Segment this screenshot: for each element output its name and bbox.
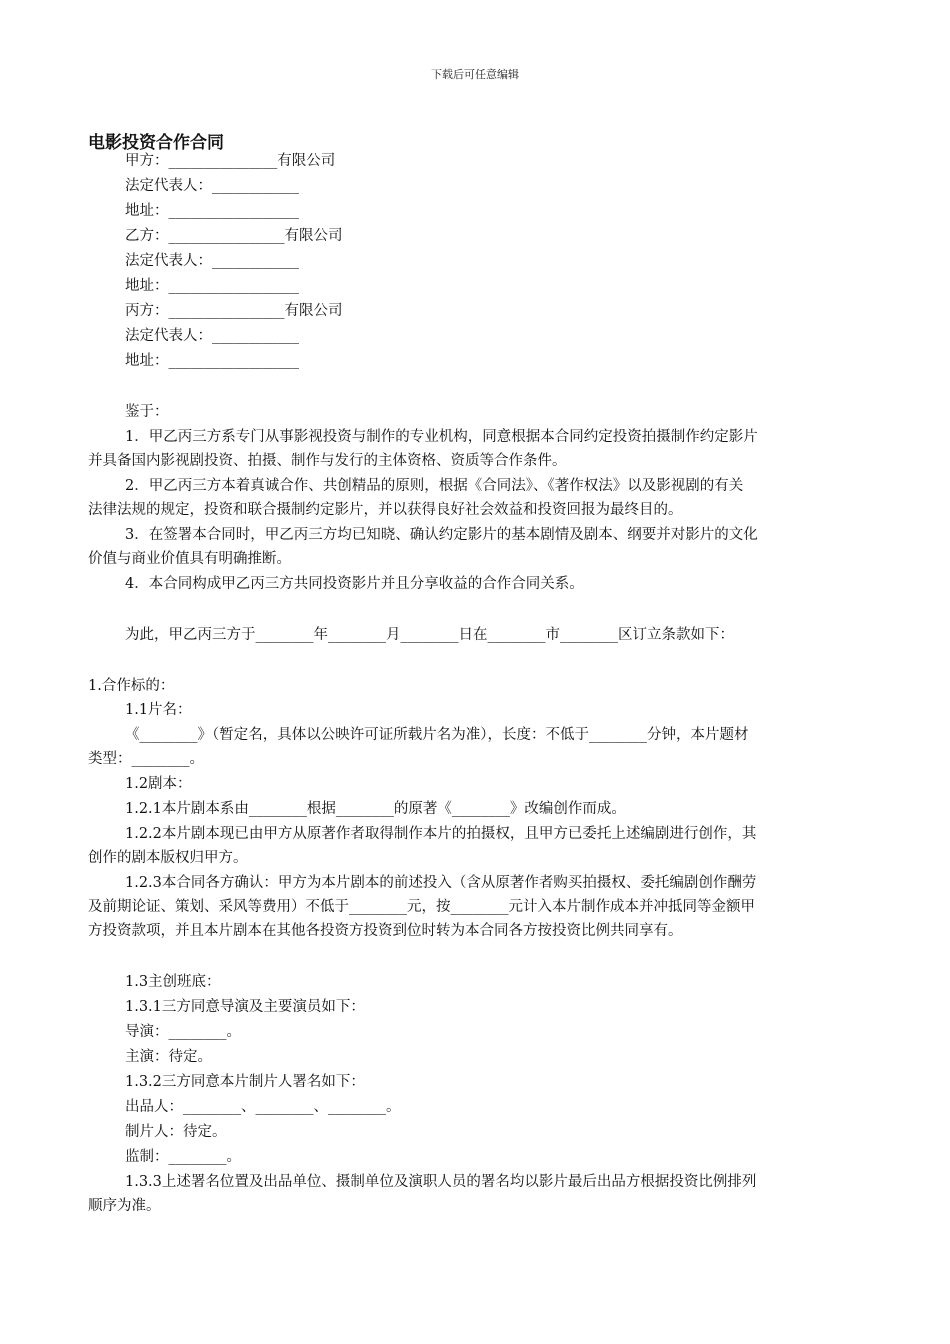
party-a-name: 甲方：_______________有限公司 xyxy=(125,153,336,169)
director-line: 导演：________。 xyxy=(125,1024,241,1040)
party-a-address: 地址：__________________ xyxy=(125,203,299,219)
clause-1-3-2: 1.3.2三方同意本片制片人署名如下： xyxy=(125,1074,365,1090)
recital-3-line-1: 3．在签署本合同时，甲乙丙三方均已知晓、确认约定影片的基本剧情及剧本、纲要并对影片的文化 xyxy=(125,527,758,543)
recitals-heading: 鉴于： xyxy=(125,404,169,420)
party-c-name: 丙方：________________有限公司 xyxy=(125,303,343,319)
clause-1-3-heading: 1.3主创班底： xyxy=(125,974,221,990)
clause-1-1-line-2: 类型：________。 xyxy=(88,751,204,767)
clause-1-1-heading: 1.1片名： xyxy=(125,702,192,718)
recital-2-line-2: 法律法规的规定，投资和联合摄制约定影片，并以获得良好社会效益和投资回报为最终目的。 xyxy=(88,502,683,518)
clause-1-2-3-line-2: 及前期论证、策划、采风等费用）不低于________元，按________元计入本片制作成本并冲抵同等金额甲 xyxy=(88,899,755,915)
party-b-name: 乙方：________________有限公司 xyxy=(125,228,343,244)
signing-line: 为此，甲乙丙三方于________年________月________日在________市________区订立条款如下： xyxy=(125,627,734,643)
recital-4: 4．本合同构成甲乙丙三方共同投资影片并且分享收益的合作合同关系。 xyxy=(125,576,584,592)
recital-1-line-1: 1．甲乙丙三方系专门从事影视投资与制作的专业机构，同意根据本合同约定投资拍摄制作约定影片 xyxy=(125,429,758,445)
party-b-representative: 法定代表人：____________ xyxy=(125,253,299,269)
producer-line: 制片人：待定。 xyxy=(125,1124,227,1140)
party-c-address: 地址：__________________ xyxy=(125,353,299,369)
clause-1-3-1: 1.3.1三方同意导演及主要演员如下： xyxy=(125,999,365,1015)
clause-1-1-line-1: 《________》（暂定名，具体以公映许可证所载片名为准），长度：不低于________分钟，本片题材 xyxy=(125,727,749,743)
clause-1-3-3-line-2: 顺序为准。 xyxy=(88,1198,161,1214)
clause-1-2-1: 1.2.1本片剧本系由________根据________的原著《________》改编创作而成。 xyxy=(125,801,626,817)
lead-actor-line: 主演：待定。 xyxy=(125,1049,212,1065)
party-c-representative: 法定代表人：____________ xyxy=(125,328,299,344)
supervisor-line: 监制：________。 xyxy=(125,1149,241,1165)
clause-1-2-2-line-2: 创作的剧本版权归甲方。 xyxy=(88,850,248,866)
clause-1-2-3-line-3: 方投资款项，并且本片剧本在其他各投资方投资到位时转为本合同各方按投资比例共同享有。 xyxy=(88,923,683,939)
document-title: 电影投资合作合同 xyxy=(88,133,224,153)
recital-1-line-2: 并具备国内影视剧投资、拍摄、制作与发行的主体资格、资质等合作条件。 xyxy=(88,453,567,469)
clause-1-heading: 1.合作标的： xyxy=(88,678,175,694)
clause-1-2-2-line-1: 1.2.2本片剧本现已由甲方从原著作者取得制作本片的拍摄权，且甲方已委托上述编剧进行创作，其 xyxy=(125,826,757,842)
recital-2-line-1: 2．甲乙丙三方本着真诚合作、共创精品的原则，根据《合同法》、《著作权法》以及影视剧的有关 xyxy=(125,478,744,494)
header-note: 下载后可任意编辑 xyxy=(431,68,519,81)
recital-3-line-2: 价值与商业价值具有明确推断。 xyxy=(88,551,291,567)
party-b-address: 地址：__________________ xyxy=(125,278,299,294)
producers-line: 出品人：________、________、________。 xyxy=(125,1099,401,1115)
clause-1-2-3-line-1: 1.2.3本合同各方确认：甲方为本片剧本的前述投入（含从原著作者购买拍摄权、委托编剧创作酬劳 xyxy=(125,875,757,891)
clause-1-3-3-line-1: 1.3.3上述署名位置及出品单位、摄制单位及演职人员的署名均以影片最后出品方根据投资比例排列 xyxy=(125,1174,757,1190)
party-a-representative: 法定代表人：____________ xyxy=(125,178,299,194)
clause-1-2-heading: 1.2剧本： xyxy=(125,776,192,792)
